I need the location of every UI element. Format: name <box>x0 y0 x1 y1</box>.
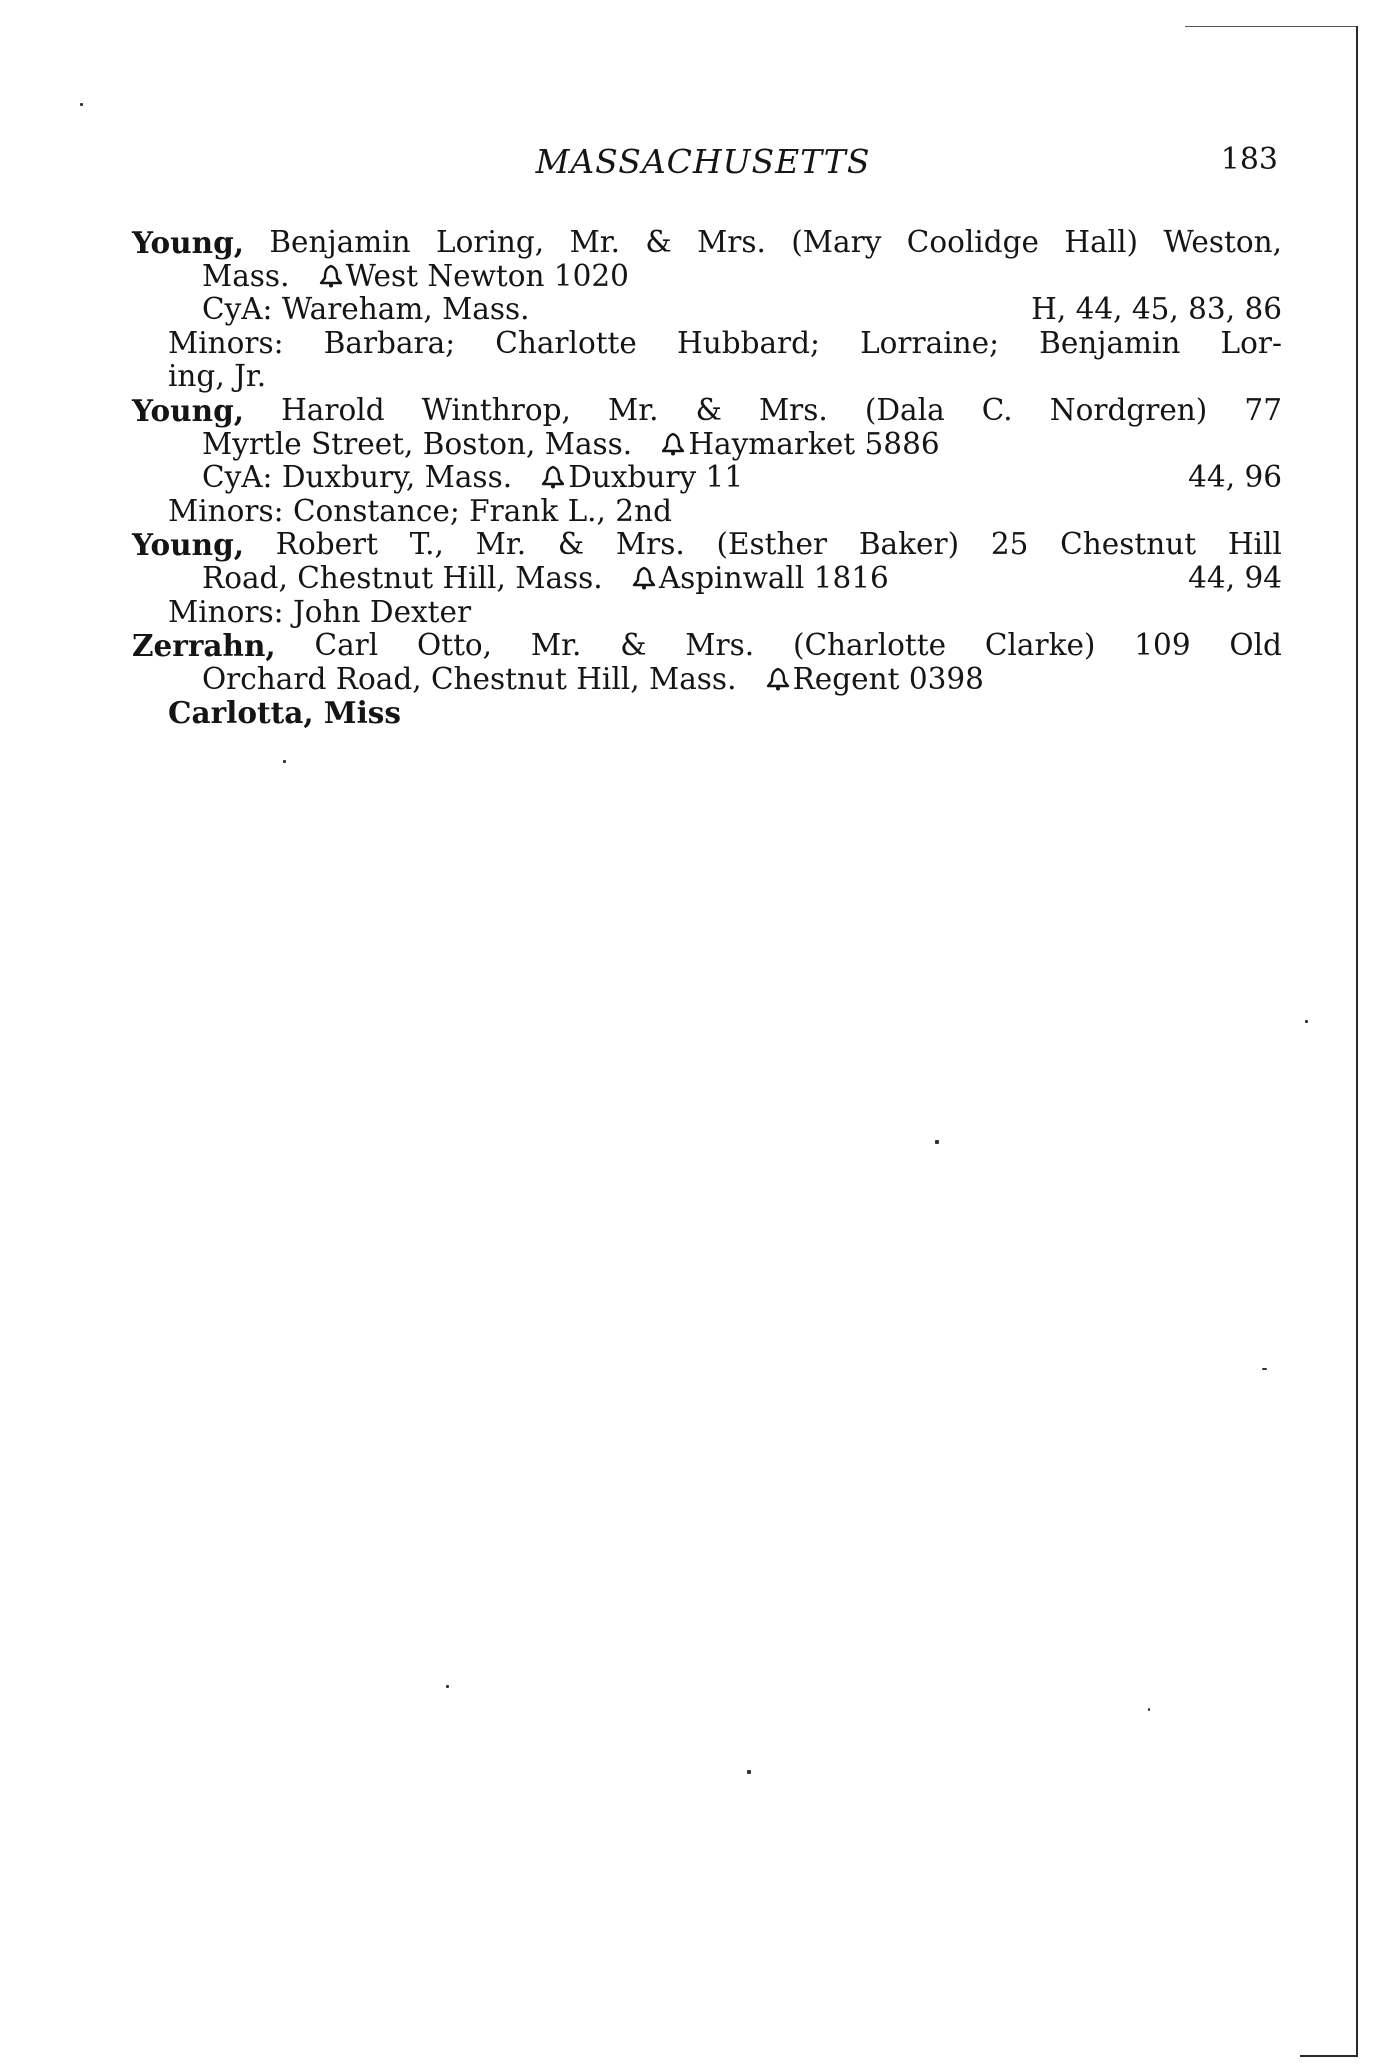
entry-phone: Regent 0398 <box>792 661 984 696</box>
entry-surname: Young, <box>132 527 244 563</box>
entry-word: Mr. <box>569 225 621 259</box>
entry-phone: West Newton 1020 <box>345 258 629 293</box>
entry-word: (Charlotte <box>792 628 947 663</box>
page-header <box>128 142 1278 186</box>
entry-word: Charlotte <box>495 325 637 360</box>
entry-address: Road, Chestnut Hill, Mass. <box>202 560 603 595</box>
entry <box>132 394 1282 528</box>
entry-surname: Zerrahn, <box>132 628 276 664</box>
bell-icon <box>765 666 791 692</box>
entry-minors-continued <box>132 360 1282 394</box>
entry-country-address: CyA: Duxbury, Mass. <box>202 460 513 495</box>
entry <box>132 629 1282 730</box>
entry-minors-line <box>132 495 1282 529</box>
page-edge-right <box>1356 26 1358 2056</box>
directory-entries <box>132 226 1282 730</box>
entry-word: Robert <box>275 527 379 562</box>
entry-word: Barbara; <box>323 325 456 360</box>
entry-name-line <box>132 226 1282 260</box>
speck <box>1148 1708 1150 1711</box>
entry-word: Mrs. <box>685 628 755 663</box>
entry-word: Clarke) <box>984 628 1096 663</box>
bell-icon <box>318 263 344 289</box>
entry-minors-cont: ing, Jr. <box>168 359 267 394</box>
running-title: MASSACHUSETTS <box>535 142 871 181</box>
entry-minors: Minors: John Dexter <box>168 594 472 629</box>
entry-name-line <box>132 629 1282 663</box>
page-edge-top <box>1185 26 1357 27</box>
entry-word: 77 <box>1244 392 1282 427</box>
entry-word: Mr. <box>530 628 582 663</box>
bell-icon <box>540 464 566 490</box>
entry-phone: Haymarket 5886 <box>688 426 940 461</box>
entry-word: C. <box>981 392 1013 427</box>
entry-minors-line <box>132 596 1282 630</box>
entry-word: Nordgren) <box>1049 392 1208 427</box>
entry <box>132 226 1282 394</box>
entry-word: Benjamin <box>1039 325 1181 360</box>
entry-address-line <box>132 663 1282 697</box>
entry-address: Mass. <box>202 258 290 293</box>
entry-country-address-line <box>132 461 1282 495</box>
entry-club-refs: 44, 94 <box>1188 560 1282 595</box>
entry-word: Otto, <box>417 628 493 663</box>
entry-phone: Aspinwall 1816 <box>658 560 889 595</box>
entry-extra-line <box>132 696 1282 730</box>
entry-word: Hall) <box>1064 225 1139 259</box>
entry-word: Mrs. <box>615 527 685 562</box>
page-number: 183 <box>1220 142 1278 177</box>
bell-icon <box>631 565 657 591</box>
entry-word: 25 <box>990 527 1029 562</box>
entry-club-refs: H, 44, 45, 83, 86 <box>1031 292 1282 327</box>
entry-word: Lorraine; <box>860 325 1000 360</box>
entry-word: Weston, <box>1163 225 1282 259</box>
entry-minors: Minors: Constance; Frank L., 2nd <box>168 493 672 528</box>
entry-word: & <box>557 527 585 562</box>
entry-address-line <box>132 260 1282 294</box>
entry-word: Hill <box>1227 527 1282 562</box>
entry-word: & <box>620 628 647 663</box>
speck <box>80 103 83 106</box>
entry-word: Old <box>1229 628 1282 663</box>
entry-word: Baker) <box>858 527 960 562</box>
entry-address-line <box>132 562 1282 596</box>
entry-word: Mr. <box>475 527 527 562</box>
entry-word: Benjamin <box>269 225 411 259</box>
entry-word: Winthrop, <box>421 392 571 427</box>
speck <box>283 760 286 763</box>
entry-word: Lor- <box>1220 325 1282 360</box>
entry-address: Myrtle Street, Boston, Mass. <box>202 426 633 461</box>
entry-club-refs: 44, 96 <box>1188 460 1282 495</box>
entry-word: Mr. <box>608 392 659 427</box>
entry-address: Orchard Road, Chestnut Hill, Mass. <box>202 661 737 696</box>
speck <box>1262 1368 1267 1370</box>
entry-word: (Esther <box>716 527 828 562</box>
entry-surname: Young, <box>132 225 244 260</box>
speck <box>1305 1020 1308 1023</box>
speck <box>747 1770 751 1774</box>
entry-surname: Young, <box>132 392 244 428</box>
entry-word: Mrs. <box>758 392 828 427</box>
page-edge-bottom <box>1300 2055 1358 2057</box>
entry-word: Mrs. <box>697 225 766 259</box>
entry <box>132 528 1282 629</box>
entry-word: Harold <box>281 392 385 427</box>
entry-country-address-line <box>132 293 1282 327</box>
entry-address-line <box>132 428 1282 462</box>
entry-word: Loring, <box>436 225 545 259</box>
entry-word: 109 <box>1134 628 1191 663</box>
entry-name-line <box>132 528 1282 562</box>
entry-name-line <box>132 394 1282 428</box>
entry-word: & <box>645 225 672 259</box>
entry-country-phone: Duxbury 11 <box>568 460 744 495</box>
entry-word: Minors: <box>168 325 284 360</box>
speck <box>446 1685 449 1688</box>
entry-word: (Dala <box>864 392 945 427</box>
entry-word: Carl <box>314 628 379 663</box>
entry-word: Chestnut <box>1060 527 1197 562</box>
entry-word: Coolidge <box>906 225 1039 259</box>
entry-word: Hubbard; <box>676 325 820 360</box>
entry-word: & <box>695 392 722 427</box>
entry-country-address: CyA: Wareham, Mass. <box>202 292 530 327</box>
entry-word: T., <box>409 527 444 562</box>
entry-extra: Carlotta, Miss <box>168 695 402 731</box>
bell-icon <box>660 431 686 457</box>
entry-minors-line <box>132 327 1282 361</box>
entry-word: (Mary <box>791 225 882 259</box>
speck <box>935 1140 939 1144</box>
